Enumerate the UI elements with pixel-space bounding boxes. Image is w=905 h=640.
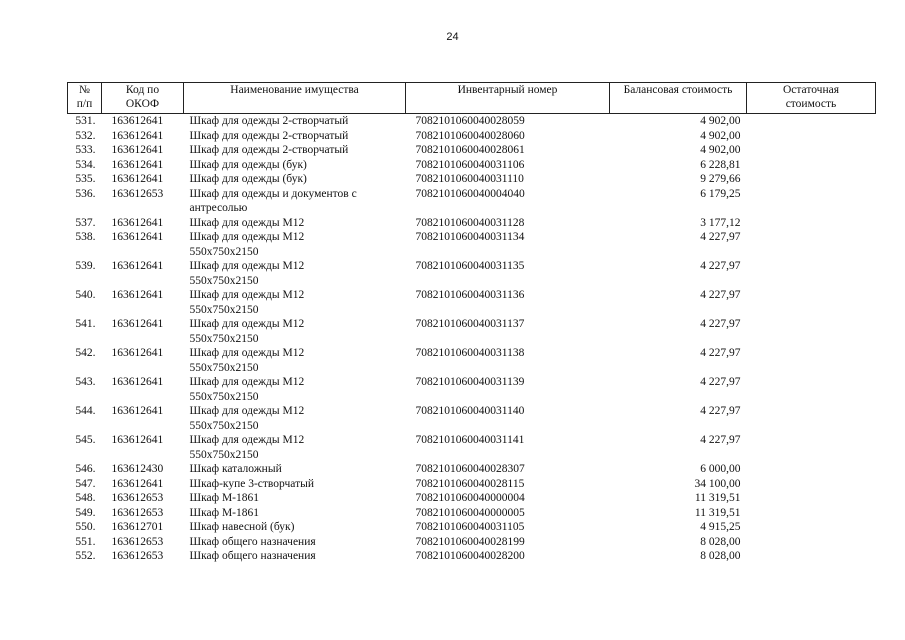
table-row — [68, 129, 876, 144]
residual-value — [747, 172, 876, 187]
property-name-line: 550х750х2150 — [189, 274, 259, 287]
residual-value — [747, 288, 876, 317]
balance-value: 4 227,97 — [700, 434, 741, 446]
property-name-line: 550х750х2150 — [189, 361, 259, 374]
row-number: 545. — [75, 434, 96, 446]
okof-code: 163612641 — [111, 376, 164, 388]
table-row — [68, 535, 876, 550]
property-name — [184, 216, 406, 231]
okof-code: 163612653 — [111, 550, 164, 562]
residual-value — [747, 433, 876, 462]
property-name-line: Шкаф для одежды М12 — [189, 289, 305, 301]
property-name — [184, 404, 406, 433]
table-row — [68, 549, 876, 564]
balance-value: 4 227,97 — [700, 347, 741, 359]
table-row — [68, 477, 876, 492]
residual-value — [747, 520, 876, 535]
table-row — [68, 259, 876, 288]
balance-value: 4 902,00 — [700, 129, 741, 142]
table-row — [68, 317, 876, 346]
property-name-line: Шкаф для одежды (бук) — [189, 173, 307, 185]
property-name-line: Шкаф М-1861 — [189, 506, 259, 519]
property-name — [184, 143, 406, 158]
property-name-line: 550х750х2150 — [189, 245, 259, 258]
balance-value: 4 227,97 — [700, 376, 741, 388]
header-residual — [747, 83, 876, 114]
property-name-line: Шкаф для одежды М12 — [189, 347, 305, 359]
table-row — [68, 230, 876, 259]
balance-value: 8 028,00 — [700, 550, 741, 562]
residual-value — [747, 477, 876, 492]
property-name-line: Шкаф навесной (бук) — [189, 521, 295, 533]
inventory-number: 7082101060040004040 — [415, 187, 525, 200]
header-code — [102, 83, 184, 114]
balance-value: 4 915,25 — [700, 521, 741, 533]
property-name — [184, 114, 406, 129]
property-name — [184, 477, 406, 492]
okof-code: 163612641 — [111, 158, 164, 171]
property-name-line: Шкаф для одежды 2-створчатый — [189, 144, 349, 156]
property-name — [184, 433, 406, 462]
balance-value: 34 100,00 — [694, 477, 741, 490]
row-number: 533. — [75, 144, 96, 156]
residual-value — [747, 462, 876, 477]
table-row — [68, 187, 876, 216]
property-name — [184, 288, 406, 317]
inventory-number: 7082101060040028060 — [415, 129, 525, 142]
okof-code: 163612641 — [111, 144, 164, 156]
row-number: 548. — [75, 492, 96, 504]
property-name — [184, 462, 406, 477]
inventory-number: 7082101060040031106 — [415, 158, 525, 171]
okof-code: 163612641 — [111, 115, 164, 127]
property-name — [184, 506, 406, 521]
balance-value: 4 227,97 — [700, 231, 741, 243]
property-name — [184, 520, 406, 535]
table-row — [68, 433, 876, 462]
property-name — [184, 491, 406, 506]
inventory-number: 7082101060040031141 — [415, 434, 525, 446]
row-number: 534. — [75, 158, 96, 171]
balance-value: 11 319,51 — [694, 506, 741, 519]
row-number: 547. — [75, 477, 96, 490]
property-name-line: Шкаф для одежды (бук) — [189, 158, 307, 171]
okof-code: 163612641 — [111, 434, 164, 446]
property-name-line: Шкаф общего назначения — [189, 535, 316, 548]
table-row — [68, 462, 876, 477]
residual-value — [747, 549, 876, 564]
residual-value — [747, 216, 876, 231]
okof-code: 163612653 — [111, 492, 164, 504]
table-row — [68, 506, 876, 521]
residual-value — [747, 535, 876, 550]
property-name-line: Шкаф для одежды М12 — [189, 231, 305, 243]
property-name-line: антресолью — [189, 202, 248, 214]
row-number: 540. — [75, 289, 96, 301]
residual-value — [747, 187, 876, 216]
inventory-number: 7082101060040031105 — [415, 521, 525, 533]
property-name-line: Шкаф для одежды М12 — [189, 318, 305, 330]
property-name-line: Шкаф общего назначения — [189, 550, 316, 562]
balance-value: 6 179,25 — [700, 187, 741, 200]
property-name-line: Шкаф-купе 3-створчатый — [189, 477, 314, 490]
row-number: 541. — [75, 318, 96, 330]
balance-value: 3 177,12 — [700, 216, 741, 229]
property-name-line: Шкаф для одежды М12 — [189, 216, 305, 229]
okof-code: 163612641 — [111, 289, 164, 301]
property-name-line: 550х750х2150 — [189, 390, 259, 403]
header-balance: Балансовая стоимость — [610, 83, 747, 114]
row-number: 546. — [75, 463, 96, 475]
header-code-line-1: Код по — [125, 84, 160, 96]
property-name — [184, 346, 406, 375]
property-name-line: 550х750х2150 — [189, 419, 259, 432]
table-row — [68, 375, 876, 404]
row-number: 537. — [75, 216, 96, 229]
row-number: 552. — [75, 550, 96, 562]
property-name — [184, 535, 406, 550]
okof-code: 163612641 — [111, 216, 164, 229]
row-number: 535. — [75, 173, 96, 185]
table-row — [68, 491, 876, 506]
row-number: 531. — [75, 115, 96, 127]
table-row — [68, 404, 876, 433]
balance-value: 4 227,97 — [700, 405, 741, 417]
row-number: 543. — [75, 376, 96, 388]
balance-value: 8 028,00 — [700, 535, 741, 548]
row-number: 532. — [75, 129, 96, 142]
property-name-line: Шкаф для одежды М12 — [189, 376, 305, 388]
residual-value — [747, 375, 876, 404]
property-name — [184, 172, 406, 187]
okof-code: 163612641 — [111, 173, 164, 185]
residual-value — [747, 143, 876, 158]
inventory-number: 7082101060040028061 — [415, 144, 525, 156]
property-name — [184, 317, 406, 346]
row-number: 542. — [75, 347, 96, 359]
inventory-number: 7082101060040031139 — [415, 376, 525, 388]
okof-code: 163612430 — [111, 463, 164, 475]
property-name-line: Шкаф для одежды 2-створчатый — [189, 129, 349, 142]
okof-code: 163612641 — [111, 231, 164, 243]
okof-code: 163612701 — [111, 521, 164, 533]
row-number: 539. — [75, 260, 96, 272]
inventory-number: 7082101060040028199 — [415, 535, 525, 548]
inventory-number: 7082101060040031138 — [415, 347, 525, 359]
residual-value — [747, 491, 876, 506]
property-name-line: Шкаф для одежды М12 — [189, 434, 305, 446]
table-row — [68, 520, 876, 535]
inventory-number: 7082101060040031110 — [415, 173, 524, 185]
residual-value — [747, 506, 876, 521]
row-number: 544. — [75, 405, 96, 417]
property-name-line: Шкаф М-1861 — [189, 492, 259, 504]
header-code-line-2: ОКОФ — [125, 98, 160, 110]
property-name-line: Шкаф для одежды и документов с — [189, 187, 357, 200]
balance-value: 4 227,97 — [700, 260, 741, 272]
residual-value — [747, 259, 876, 288]
residual-value — [747, 158, 876, 173]
residual-value — [747, 129, 876, 144]
row-number: 538. — [75, 231, 96, 243]
okof-code: 163612641 — [111, 347, 164, 359]
okof-code: 163612653 — [111, 506, 164, 519]
residual-value — [747, 230, 876, 259]
row-number: 550. — [75, 521, 96, 533]
balance-value: 4 227,97 — [700, 318, 741, 330]
balance-value: 6 000,00 — [700, 463, 741, 475]
residual-value — [747, 404, 876, 433]
balance-value: 4 902,00 — [700, 144, 741, 156]
residual-value — [747, 346, 876, 375]
property-name — [184, 158, 406, 173]
table-body — [68, 114, 876, 564]
inventory-number: 7082101060040031137 — [415, 318, 525, 330]
header-name: Наименование имущества — [184, 83, 406, 114]
property-name — [184, 259, 406, 288]
property-name-line: Шкаф для одежды М12 — [189, 260, 305, 272]
table-row — [68, 216, 876, 231]
inventory-number: 7082101060040028115 — [415, 477, 525, 490]
property-name-line: Шкаф для одежды 2-створчатый — [189, 115, 349, 127]
property-name-line: 550х750х2150 — [189, 332, 259, 345]
okof-code: 163612641 — [111, 405, 164, 417]
inventory-number: 7082101060040028200 — [415, 550, 525, 562]
header-num — [68, 83, 102, 114]
table-row — [68, 158, 876, 173]
inventory-number: 7082101060040000004 — [415, 492, 525, 504]
residual-value — [747, 114, 876, 129]
row-number: 551. — [75, 535, 96, 548]
table-row — [68, 114, 876, 129]
property-name-line: 550х750х2150 — [189, 448, 259, 461]
inventory-number: 7082101060040031128 — [415, 216, 525, 229]
balance-value: 4 227,97 — [700, 289, 741, 301]
balance-value: 11 319,51 — [694, 492, 741, 504]
balance-value: 9 279,66 — [700, 173, 741, 185]
inventory-number: 7082101060040028307 — [415, 463, 525, 475]
inventory-number: 7082101060040031140 — [415, 405, 525, 417]
balance-value: 6 228,81 — [700, 158, 741, 171]
table-row — [68, 288, 876, 317]
property-name — [184, 230, 406, 259]
residual-value — [747, 317, 876, 346]
balance-value: 4 902,00 — [700, 115, 741, 127]
property-name — [184, 187, 406, 216]
header-residual-line-2: стоимость — [785, 98, 837, 110]
property-name-line: Шкаф каталожный — [189, 463, 282, 475]
property-name-line: 550х750х2150 — [189, 303, 259, 316]
table-row — [68, 143, 876, 158]
header-residual-line-1: Остаточная — [782, 84, 840, 96]
row-number: 549. — [75, 506, 96, 519]
inventory-number: 7082101060040031135 — [415, 260, 525, 272]
inventory-table — [67, 82, 876, 564]
property-name — [184, 549, 406, 564]
inventory-number: 7082101060040000005 — [415, 506, 525, 519]
header-num-line-2: п/п — [76, 98, 93, 110]
okof-code: 163612641 — [111, 260, 164, 272]
okof-code: 163612653 — [111, 187, 164, 200]
property-name-line: Шкаф для одежды М12 — [189, 405, 305, 417]
inventory-number: 7082101060040031136 — [415, 289, 525, 301]
header-inventory: Инвентарный номер — [406, 83, 610, 114]
table-header-row — [68, 83, 876, 114]
inventory-number: 7082101060040028059 — [415, 115, 525, 127]
property-name — [184, 375, 406, 404]
property-name — [184, 129, 406, 144]
table-row — [68, 172, 876, 187]
inventory-number: 7082101060040031134 — [415, 231, 525, 243]
okof-code: 163612641 — [111, 129, 164, 142]
row-number: 536. — [75, 187, 96, 200]
table-row — [68, 346, 876, 375]
okof-code: 163612641 — [111, 318, 164, 330]
header-num-line-1: № — [79, 84, 90, 96]
page-number: 24 — [446, 31, 459, 43]
okof-code: 163612653 — [111, 535, 164, 548]
okof-code: 163612641 — [111, 477, 164, 490]
